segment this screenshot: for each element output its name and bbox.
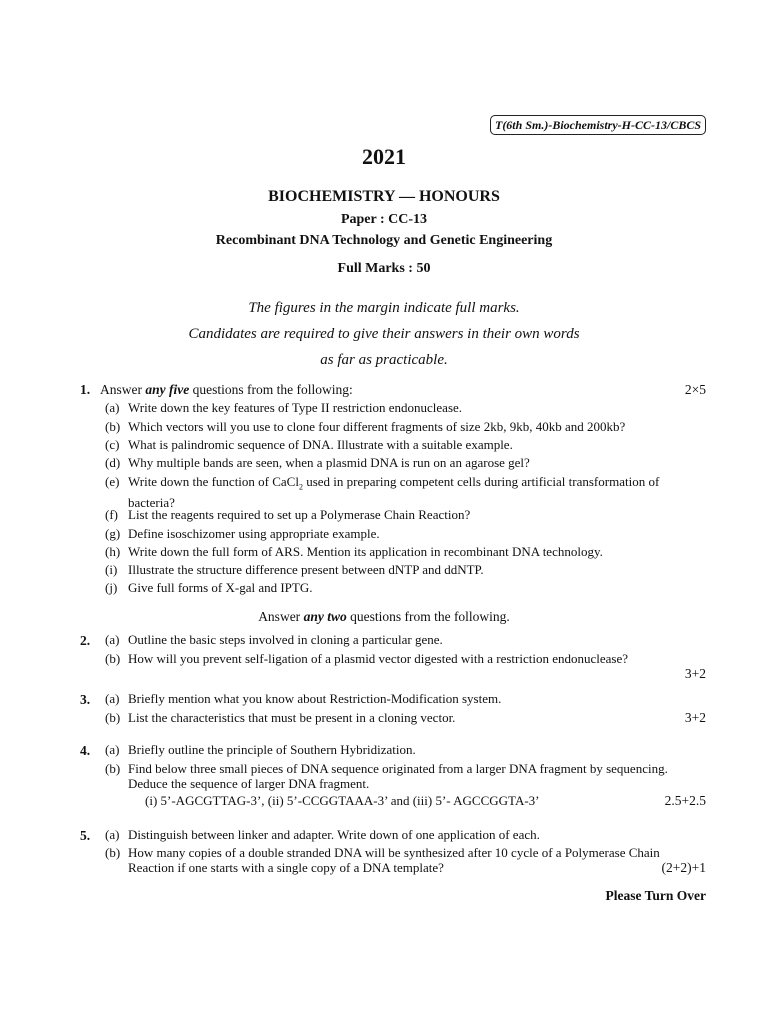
question-instruction: Answer any five questions from the following:	[100, 382, 353, 397]
paper-number: Paper : CC-13	[340, 212, 428, 227]
instruction-line: as far as practicable.	[320, 352, 448, 368]
question-4b: (b) Find below three small pieces of DNA sequence originated from a larger DNA fragment by sequencing. Deduce the sequence of larger DNA fragment.	[105, 761, 668, 791]
instruction-line: Candidates are required to give their answers in their own words	[188, 326, 580, 342]
question-number: 1.	[80, 382, 91, 397]
full-marks: Full Marks : 50	[337, 261, 431, 276]
question-1-header	[80, 381, 706, 401]
question-4-marks: 2.5+2.5	[664, 793, 706, 808]
paper-code: T(6th Sm.)-Biochemistry-H-CC-13/CBCS	[490, 115, 706, 135]
question-2: 2.	[80, 633, 91, 648]
dna-sequences: (i) 5’-AGCGTTAG-3’, (ii) 5’-CCGGTAAA-3’ and (iii) 5’- AGCCGGTA-3’	[145, 793, 540, 808]
question-3: 3.	[80, 692, 91, 707]
section-instruction: Answer any two questions from the following.	[258, 609, 510, 624]
question-5: 5.	[80, 828, 91, 843]
exam-year: 2021	[362, 144, 406, 169]
question-2-marks: 3+2	[684, 666, 706, 681]
question-5-marks: (2+2)+1	[661, 860, 706, 875]
subject-title: BIOCHEMISTRY — HONOURS	[268, 188, 500, 205]
instruction-line: The figures in the margin indicate full marks.	[248, 300, 520, 316]
question-5b: (b) How many copies of a double stranded DNA will be synthesized after 10 cycle of a Polymerase Chain Reaction if one starts with a single copy of a DNA template?	[105, 845, 660, 875]
question-4: 4.	[80, 743, 91, 758]
question-1e: (e) Write down the function of CaCl$_2$ used in preparing competent cells during artificial transformation of bacteria?	[105, 474, 660, 510]
please-turn-over: Please Turn Over	[605, 888, 706, 903]
course-title: Recombinant DNA Technology and Genetic Engineering	[215, 233, 553, 248]
question-3-marks: 3+2	[684, 710, 706, 725]
question-marks: 2×5	[684, 382, 706, 397]
